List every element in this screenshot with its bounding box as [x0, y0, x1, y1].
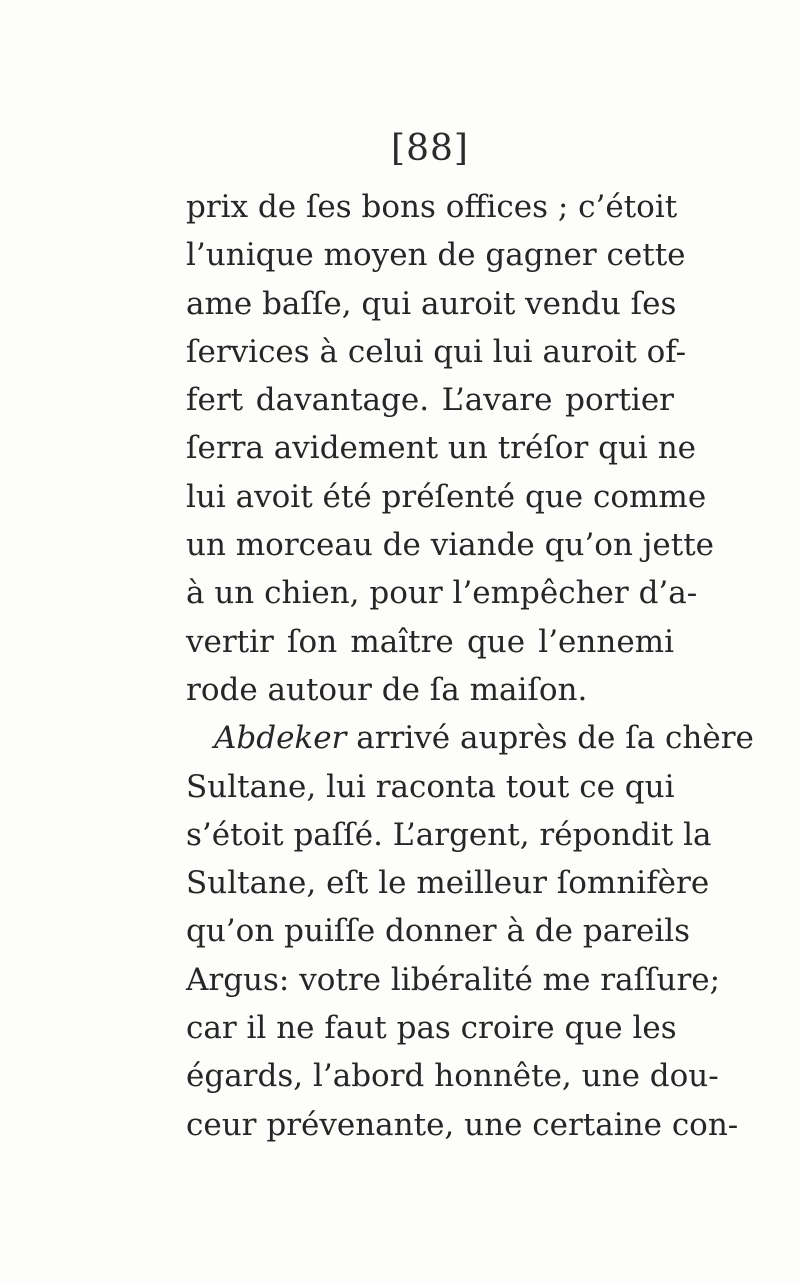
paragraph-1	[186, 183, 714, 714]
text-line: qu’on puiſſe donner à de pareils	[186, 913, 691, 950]
text-line-rest: arrivé auprès de ſa chère	[356, 720, 754, 757]
text-line: lui avoit été préſenté que comme	[186, 478, 707, 515]
text-line: fert davantage. L’avare portier	[186, 382, 674, 419]
text-line: prix de ſes bons offices ; c’étoit	[186, 189, 678, 225]
text-line: ame baſſe, qui auroit vendu ſes	[186, 285, 677, 322]
body-text	[186, 183, 754, 1149]
text-line: égards, l’abord honnête, une dou-	[186, 1058, 719, 1095]
text-line: un morceau de viande qu’on jette	[186, 527, 714, 564]
character-name: Abdeker	[214, 720, 347, 757]
text-line: ceur prévenante, une certaine con-	[186, 1106, 739, 1143]
text-line: s’étoit paſſé. L’argent, répondit la	[186, 816, 712, 853]
text-line: l’unique moyen de gagner cette	[186, 237, 686, 274]
text-line: Sultane, eſt le meilleur ſomnifère	[186, 865, 710, 902]
text-line: Argus: votre libéralité me raſſure;	[186, 961, 721, 998]
text-line: rode autour de ſa maiſon.	[186, 671, 588, 708]
text-line: Sultane, lui raconta tout ce qui	[186, 768, 675, 805]
page-number: [88]	[391, 128, 469, 169]
text-line: ſervices à celui qui lui auroit of-	[186, 333, 687, 370]
text-line: à un chien, pour l’empêcher d’a-	[186, 575, 698, 612]
text-line: vertir ſon maître que l’ennemi	[186, 623, 674, 660]
paragraph-2	[186, 714, 754, 1149]
text-line: car il ne faut pas croire que les	[186, 1010, 677, 1047]
text-line: ſerra avidement un tréſor qui ne	[186, 430, 697, 467]
text-line-first	[186, 714, 754, 762]
